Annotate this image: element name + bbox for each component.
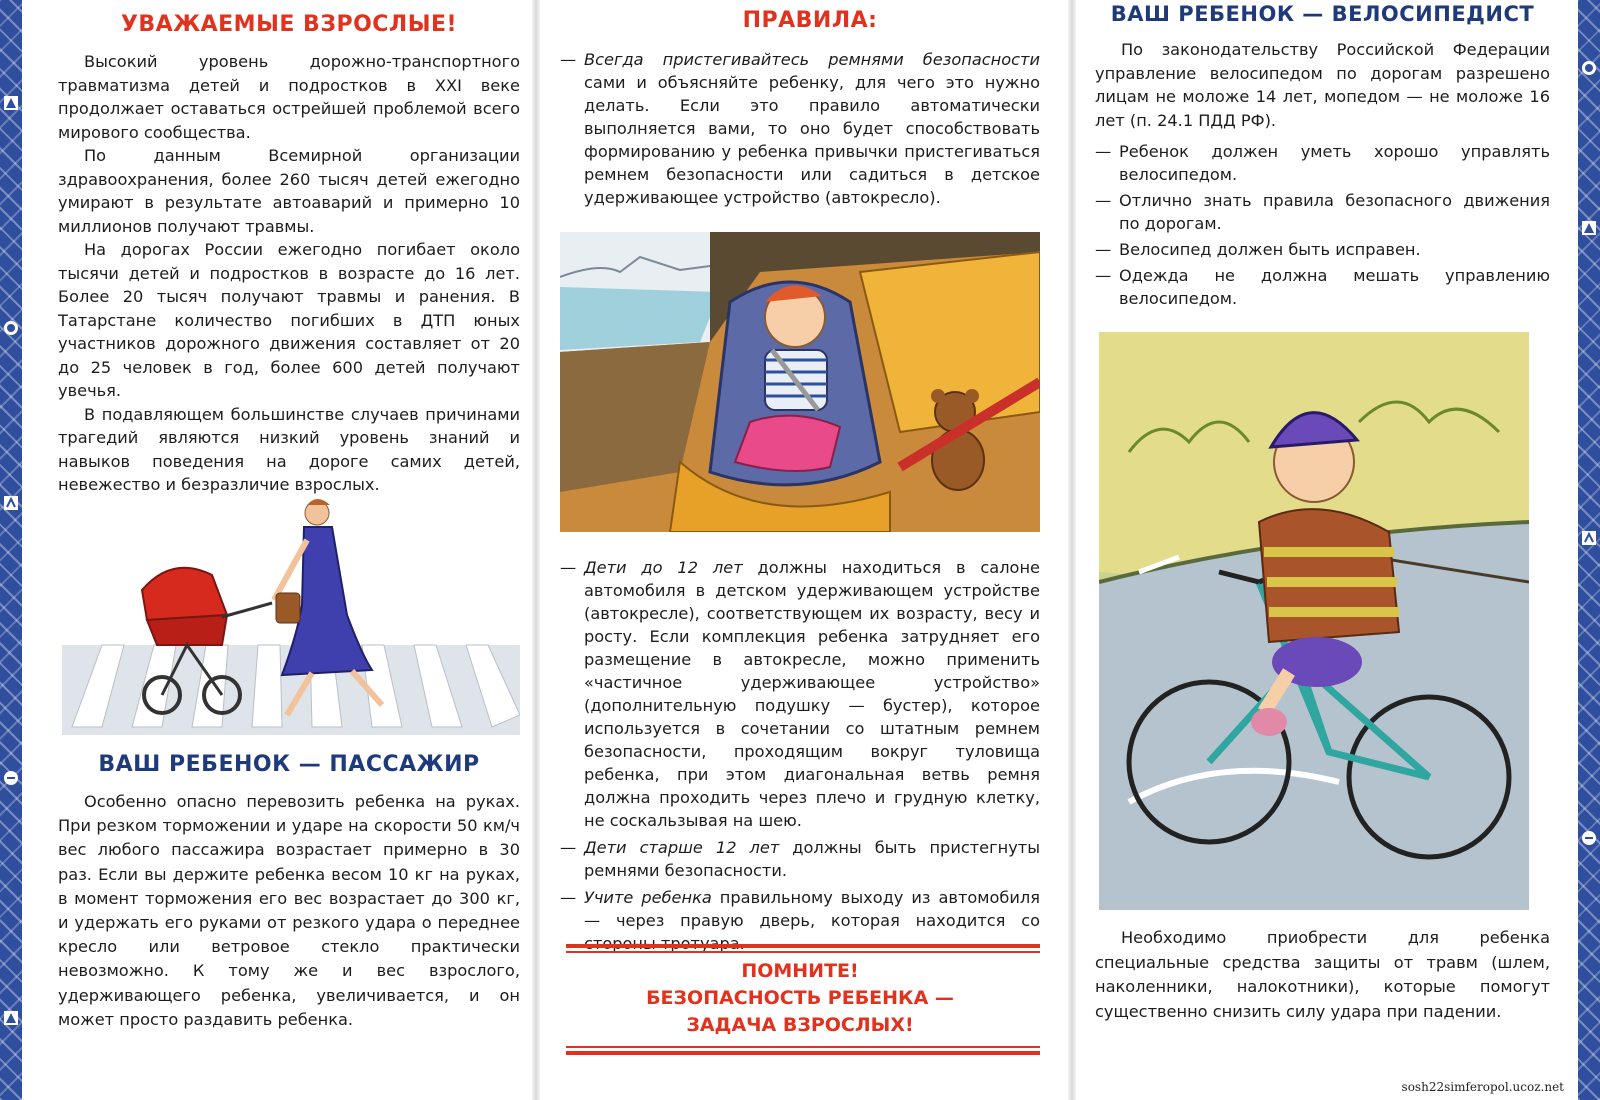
remember-block [560,958,1040,1039]
column-rules [560,0,1060,1100]
adults-paragraph: На дорогах России ежегодно погибает около тысячи детей и подростков в возрасте до 16 лет. Более 20 тысяч получают травмы и ранения. В Татарстане количество погибших в ДТП юных участников дорожного движения составляет от 20 до 25 человек в год, более 600 детей получают увечья. [58,240,520,400]
left-decorative-border [0,0,22,1100]
rule-text: правильному выходу из автомобиля — через правую дверь, которая находится со [584,888,1040,930]
road-sign-icon [1581,220,1597,236]
column-adults [58,0,520,1100]
watermark: sosh22simferopol.ucoz.net [1401,1080,1564,1094]
requirement-item: — Велосипед должен быть исправен. [1095,240,1421,259]
road-sign-icon [1581,830,1597,846]
column-cyclist [1095,0,1550,1100]
road-sign-icon [3,95,19,111]
road-sign-icon [1581,530,1597,546]
remember-line: ЗАДАЧА ВЗРОСЛЫХ! [686,1014,914,1036]
adults-text [58,50,520,497]
cyclist-title: ВАШ РЕБЕНОК — ВЕЛОСИПЕДИСТ [1110,2,1535,26]
requirement-item: — Ребенок должен уметь хорошо управлять велосипедом. [1095,142,1550,184]
cyclist-requirements [1095,140,1550,310]
requirement-item: — Отлично знать правила безопасного движения по дорогам. [1095,191,1550,233]
crosswalk-stroller-illustration [62,495,520,735]
rule-4: — Учите ребенка правильному выходу из автомобиля — через правую дверь, которая находится со [560,886,1040,955]
remember-line: ПОМНИТЕ! [741,960,859,982]
rule-emphasis: Дети до 12 лет [584,558,743,577]
adults-title: УВАЖАЕМЫЕ ВЗРОСЛЫЕ! [120,12,458,37]
divider-line [566,1051,1040,1055]
divider-line [566,944,1040,948]
adults-paragraph: По данным Всемирной организации здравоохранения, более 260 тысяч детей ежегодно умирают в результате автоаварий и примерно 10 миллионов получают травмы. [58,146,520,236]
rule-text: сами и объясняйте ребенку, для чего это нужно делать. Если это правило автоматически выполняется вами, то оно будет способствовать формированию у ребенка привычки пристегиваться ремнем безопасности или садиться в детское удерживающее устройство (автокресло). [584,73,1040,207]
divider-line [566,951,1040,953]
road-sign-icon [3,770,19,786]
rule-text: должны быть пристегнуты ремнями безопасности. [584,838,1041,880]
adults-paragraph: Высокий уровень дорожно-транспортного травматизма детей и подростков в XXI веке продолжает оставаться острейшей проблемой всего мирового сообщества. [58,52,520,142]
remember-line: БЕЗОПАСНОСТЬ РЕБЕНКА — [646,987,954,1009]
car-seat-illustration [560,232,1040,532]
road-sign-icon [1581,60,1597,76]
rule-3: — Дети старше 12 лет должны быть пристегнуты ремнями безопасности. [560,838,1041,880]
rules-list [560,556,1040,955]
rules-title: ПРАВИЛА: [742,8,878,33]
cyclist-outro: Необходимо приобрести для ребенка специальные средства защиты от травм (шлем, наколенники, налокотники), которые помогут существенно снизить силу удара при падении. [1095,928,1550,1021]
page-fold-right [1068,0,1076,1100]
adults-paragraph: В подавляющем большинстве случаев причинами трагедий являются низкий уровень знаний и навыков поведения на дороге самих детей, невежество и безразличие взрослых. [58,404,520,494]
page-fold-left [532,0,540,1100]
cyclist-illustration [1099,332,1529,910]
right-decorative-border [1578,0,1600,1100]
rule-emphasis: Дети старше 12 лет [584,838,780,857]
passenger-title: ВАШ РЕБЕНОК — ПАССАЖИР [98,752,480,777]
requirement-item: — Одежда не должна мешать управлению велосипедом. [1095,266,1550,308]
divider-line [566,1046,1040,1048]
cyclist-intro: По законодательству Российской Федерации управление велосипедом по дорогам разрешено лицам не моложе 14 лет, мопедом — не моложе 16 лет (п. 24.1 ПДД РФ). [1095,40,1550,130]
rule-2: — Дети до 12 лет должны находиться в салоне автомобиля в детском удерживающем устройстве (автокресле), соответствующем их возрасту, весу и росту. Если комплекция ребенка затрудняет его размещение в автокресле, можно применить «частичное удерживающее устройство» (дополнительную подушку — бустер), которое используется в сочетании со штатным ремнем безопасности, проходящим вокруг туловища ребенка, при этом диагональная ветвь ремня должна проходить через плечо и грудную клетку, не соскальзывая на шею. [560,558,1040,830]
rule-1: — Всегда пристегивайтесь ремнями безопасности сами и объясняйте ребенку, для чего это нужно делать. Если это правило автоматически выполняется вами, то оно будет способствовать формированию у ребенка привычки пристегиваться ремнем безопасности или садиться в детское удерживающее устройство (автокресло). [560,50,1040,207]
road-sign-icon [3,1010,19,1026]
rule-text: должны находиться в салоне автомобиля в детском удерживающем устройстве (автокресле), соответствующем их возрасту, весу и росту. Если комплекция ребенка затрудняет его размещение в автокресле, можно применить «частичное удерживающее устройство» (дополнительную подушку — бустер), которое используется в сочетании со штатным ремнем безопасности, проходящим вокруг туловища ребенка, при этом диагональная ветвь ремня должна проходить через плечо и грудную клетку, не соскальзывая на шею. [584,558,1040,830]
road-sign-icon [3,495,19,511]
rule-emphasis: Всегда пристегивайтесь ремнями безопасности [584,50,1040,69]
passenger-paragraph: Особенно опасно перевозить ребенка на руках. При резком торможении и ударе на скорости 50 км/ч вес любого пассажира возрастает примерно в 30 раз. Если вы держите ребенка весом 10 кг на руках, в момент торможения его вес возрастает до 300 кг, и удержать его руками от резкого удара о переднее кресло или ветровое стекло практически невозможно. К тому же и вес взрослого, удерживающего ребенка, увеличивается, и он может просто раздавить ребенка. [58,792,520,1029]
rule-emphasis: Учите ребенка [584,888,712,907]
road-sign-icon [3,320,19,336]
